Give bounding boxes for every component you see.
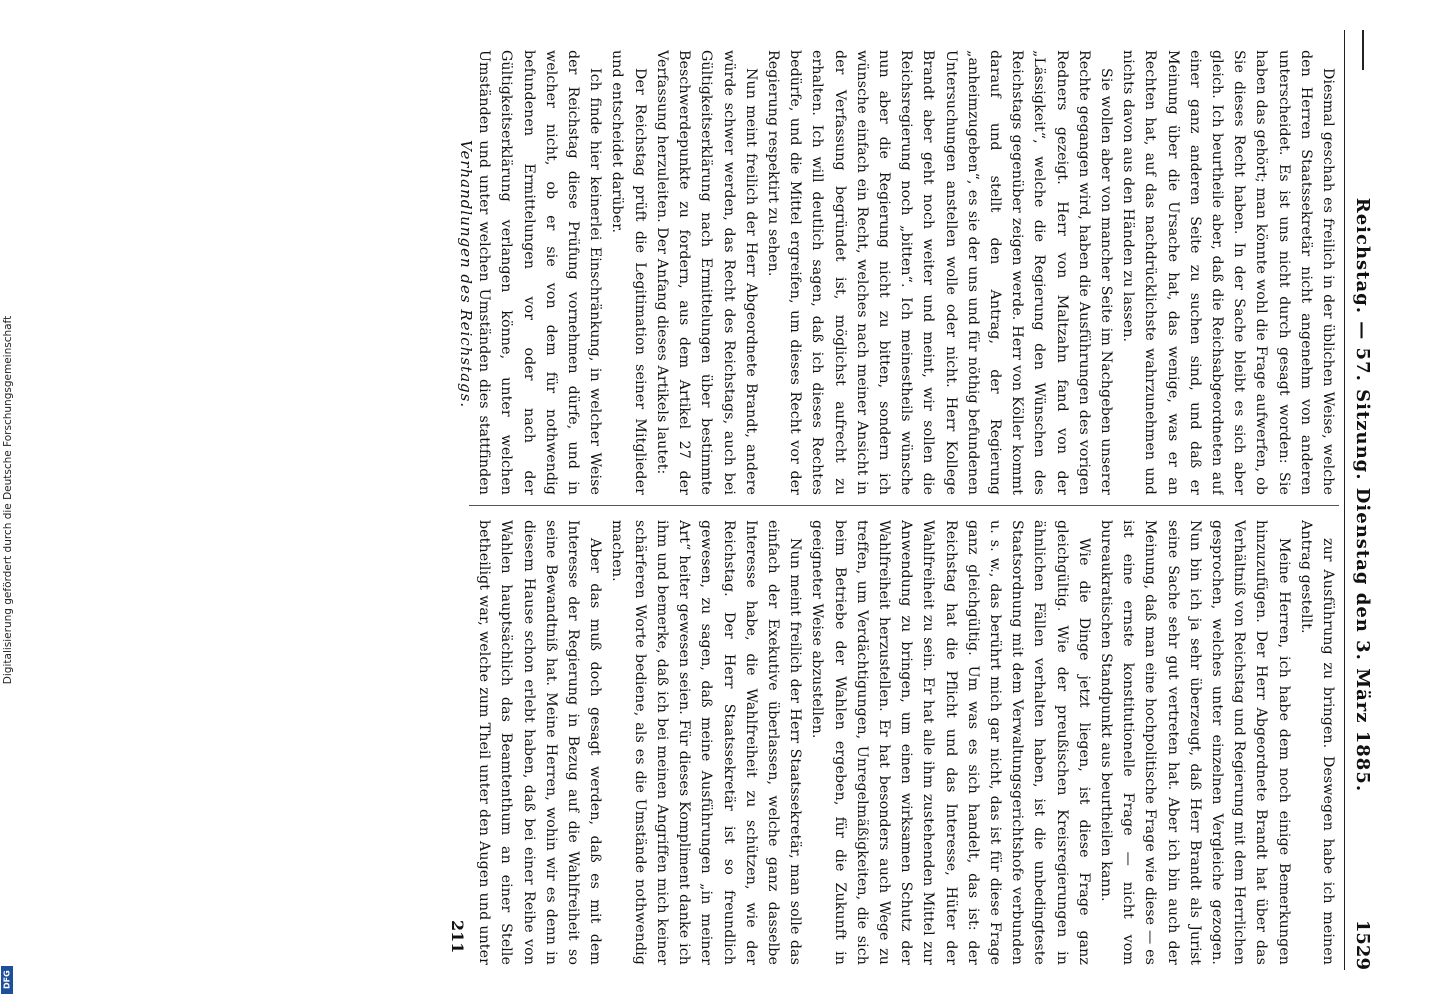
paragraph: Meine Herren, ich habe dem noch einige Bemerkungen hinzuzufügen. Der Herr Abgeordnete Brandt hat über das Verhältniß von Reichstag und Regierung mit dem Herrlichen gesprochen, welches unter einzelnen Vergleiche gezogen. Nun bin ich ja sehr überzeugt, daß Herr Brandt als Jurist seine Sache sehr gut vertreten hat. Aber ich bin auch der Meinung, daß man eine hochpolitische Frage wie diese — es ist eine ernste konstitutionelle Frage — nicht vom bureaukratischen Standpunkt aus beurtheilen kann. <box>1097 520 1292 965</box>
left-column <box>469 50 1339 495</box>
rotated-page-content <box>55 20 1385 980</box>
digitization-note-text: Digitalisierung gefördert durch die Deutsche Forschungsgemeinschaft <box>2 315 14 685</box>
header-page-number: 1529 <box>1352 919 1373 970</box>
paragraph: Ich finde hier keinerlei Einschränkung, in welcher Weise der Reichstag diese Prüfung vornehmen dürfe, und in welcher nicht, ob er sie von dem für nothwendig befundenen Ermittelungen vor oder nach der Gültigkeitserklärung verlangen könne, unter welchen Umständen und unter welchen Umständen dies stattfinden <box>475 50 603 495</box>
right-column <box>469 520 1339 965</box>
paragraph: Aber das muß doch gesagt werden, daß es mit dem Interesse der Regierung in Bezug auf die Wahlfreiheit so seine Bewandtniß hat. Meine Herren, wohin wir es denn in diesem Hause schon erlebt haben, daß bei einer Reihe von Wahlen hauptsächlich das Beamtenthum an einer Stelle betheiligt war, welche zum Theil unter den Augen und unter <box>475 520 603 965</box>
scanned-page <box>12 0 1427 1000</box>
paragraph: Der Reichstag prüft die Legitimation seiner Mitglieder und entscheidet darüber. <box>609 50 648 495</box>
header-rule-mark <box>1362 30 1364 70</box>
paragraph: Sie wollen aber von mancher Seite im Nachgeben unserer Rechte gegangen wird, haben die Ausführungen des vorigen Redners gezeigt. Herr von Maltzahn fand von der „Lässigkeit“, welche die Regierung den Wünschen des Reichstags gegenüber zeigen werde. Herr von Köller kommt darauf und stellt den Antrag, der Regierung „anheimzugeben“, es sie der uns und für nöthig befundenen Untersuchungen anstellen wolle oder nicht. Herr Kollege Brandt aber geht noch weiter und meint, wir sollen die Reichsregierung noch „bitten“. Ich meinestheils wünsche nun aber die Regierung nicht zu bitten, sondern ich wünsche einfach ein Recht, welches nach meiner Ansicht in der Verfassung begründet ist, möglichst aufrecht zu erhalten. Ich will deutlich sagen, daß ich dieses Rechtes bedürfe, und die Mittel ergreifen, um dieses Recht vor der Regierung respektirt zu sehen. <box>764 50 1114 495</box>
footer-page-number: 211 <box>447 920 467 954</box>
paragraph: Diesmal geschah es freilich in der üblichen Weise, welche den Herren Staatssekretär nicht angenehm von anderen unterscheidet. Es ist uns nicht durch gesagt worden: Sie haben das gehört; man könnte wohl die Frage aufwerfen, ob Sie dieses Recht haben. In der Sache bleibt es sich aber gleich. Ich beurtheile aber, daß die Reichsabgeordneten auf einer ganz anderen Seite zu suchen sind, und daß er Meinung über die Ursache hat, das wenige, was er an Rechten hat, auf das nachdrücklichste wahrzunehmen und nichts davon aus den Händen zu lassen. <box>1119 50 1336 495</box>
paragraph: Nun meint freilich der Herr Abgeordnete Brandt, andere würde schwer werden, das Recht des Reichstags, auch bei Gültigkeitserklärung nach Ermittelungen über bestimmte Beschwerdepunkte zu fordern, aus dem Artikel 27 der Verfassung herzuleiten. Der Anfang dieses Artikels lautet: <box>653 50 759 495</box>
paragraph: zur Ausführung zu bringen. Deswegen habe ich meinen Antrag gestellt. <box>1297 520 1336 965</box>
column-divider <box>469 505 1339 507</box>
page-header <box>1344 30 1377 970</box>
paragraph: Nun meint freilich der Herr Staatssekretär, man solle das einfach der Exekutive überlassen, welche ganz dasselbe Interesse habe, die Wahlfreiheit zu schützen, wie der Reichstag. Der Herr Staatssekretär ist so freundlich gewesen, zu sagen, daß meine Ausführungen „in meiner Art“ heiter gewesen seien. Für dieses Kompliment danke ich ihm und bemerke, daß ich bei meinen Angriffen mich keiner schärferen Worte bediene, als es die Umstände nothwendig machen. <box>609 520 803 965</box>
footer-signature: Verhandlungen des Reichstags. <box>456 140 475 409</box>
header-title: Reichstag. — 57. Sitzung. Dienstag den 3. März 1885. <box>1352 197 1373 793</box>
paragraph: Wie die Dinge jetzt liegen, ist diese Frage ganz gleichgültig. Wie der preußischen Kreisregierungen in ähnlichen Fällen verhalten haben, ist die unbedingteste Staatsordnung mit dem Verwaltungsgerichtshofe verbunden u. s. w., das berührt mich gar nicht, das ist für diese Frage ganz gleichgültig. Um was es sich handelt, das ist: der Reichstag hat die Pflicht und das Interesse, Hüter der Wahlfreiheit zu sein. Er hat alle ihm zustehenden Mittel zur Anwendung zu bringen, um einen wirksamen Schutz der Wahlfreiheit herzustellen. Er hat besonders auch Wege zu treffen, um Verdächtigungen, Unregelmäßigkeiten, die sich beim Betriebe der Wahlen ergeben, für die Zukunft in geeigneter Weise abzustellen. <box>808 520 1092 965</box>
dfg-logo: DFG <box>1 966 13 994</box>
